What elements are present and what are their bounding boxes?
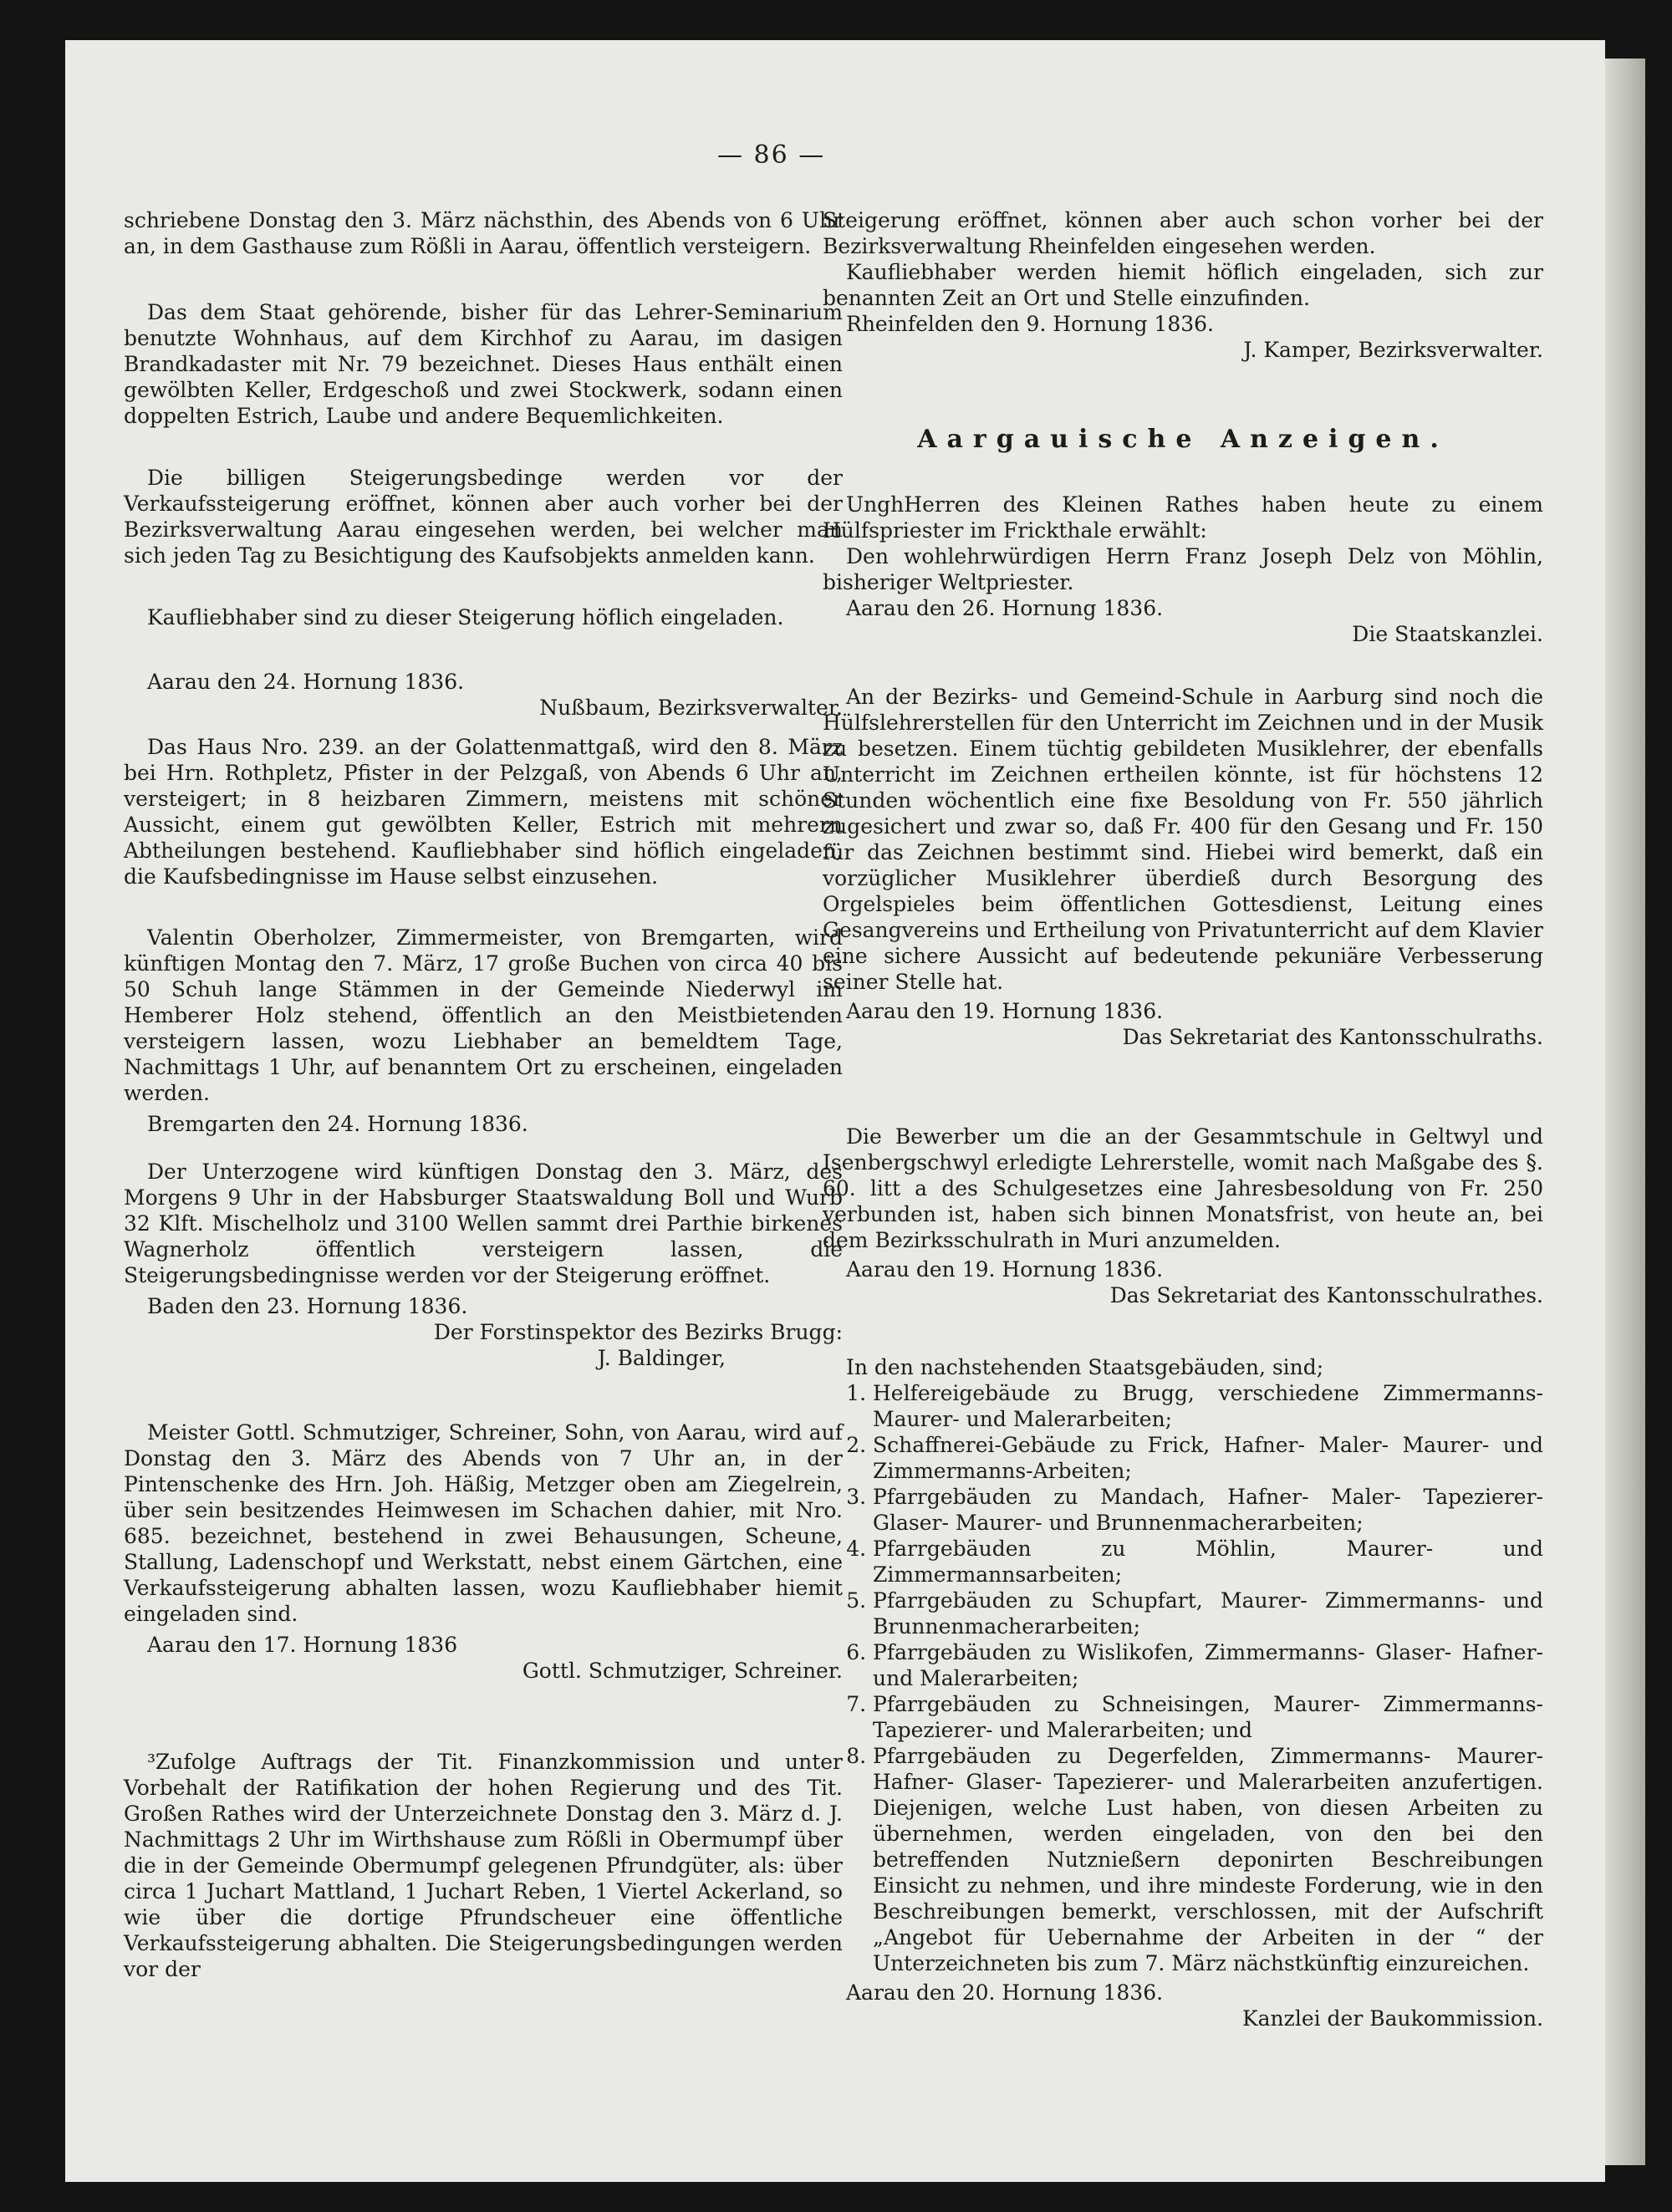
notice-oberholzer (124, 925, 843, 1137)
book-spine (1603, 59, 1645, 2165)
dateline: Aarau den 19. Hornung 1836. (846, 999, 1164, 1023)
notice-text: Den wohlehrwürdigen Herrn Franz Joseph Delz von Möhlin, bisheriger Weltpriester. (823, 544, 1543, 594)
list-item: 3. Pfarrgebäuden zu Mandach, Hafner- Maler- Tapezierer- Glaser- Maurer- und Brunnenmacherarbeiten; (873, 1484, 1543, 1536)
notice-aarburg-school (823, 684, 1543, 1050)
notice-obermumpf (124, 1749, 843, 1982)
notice-geltwyl-teacher (823, 1124, 1543, 1308)
dateline: Aarau den 24. Hornung 1836. (147, 670, 465, 694)
notice-text: Steigerung eröffnet, können aber auch schon vorher bei der Bezirksverwaltung Rheinfelden eingesehen werden. (823, 208, 1543, 258)
dateline: Baden den 23. Hornung 1836. (147, 1294, 468, 1318)
dateline: Bremgarten den 24. Hornung 1836. (147, 1112, 528, 1136)
signature: Nußbaum, Bezirksverwalter. (539, 696, 843, 720)
notice-invitation (124, 604, 843, 630)
buildings-list (823, 1380, 1543, 1976)
list-item: 5. Pfarrgebäuden zu Schupfart, Maurer- Zimmermanns- und Brunnenmacherarbeiten; (873, 1588, 1543, 1639)
notice-text: Kaufliebhaber sind zu dieser Steigerung höflich eingeladen. (147, 605, 784, 629)
notice-rheinfelden (823, 207, 1543, 363)
notice-chaplain (823, 492, 1543, 647)
dateline: Rheinfelden den 9. Hornung 1836. (846, 312, 1214, 336)
signature: Das Sekretariat des Kantonsschulraths. (1122, 1025, 1543, 1049)
list-item: 1. Helfereigebäude zu Brugg, verschiedene Zimmermanns- Maurer- und Malerarbeiten; (873, 1380, 1543, 1432)
notice-text: Valentin Oberholzer, Zimmermeister, von Bremgarten, wird künftigen Montag den 7. März, 17 große Buchen von circa 40 bis 50 Schuh lange Stämmen in der Gemeinde Niederwyl im Hemberer Holz stehend, öffentlich an den Meistbietenden versteigern lassen, wozu Liebhaber an bemeldtem Tage, Nachmittags 1 Uhr, auf benanntem Ort zu erscheinen, eingeladen werden. (124, 925, 843, 1105)
notice-seminar-house (124, 299, 843, 429)
signature: J. Baldinger, (597, 1346, 726, 1370)
notice-text: ³Zufolge Auftrags der Tit. Finanzkommission und unter Vorbehalt der Ratifikation der hohen Regierung und des Tit. Großen Rathes wird der Unterzeichnete Donstag den 3. März d. J. Nachmittags 2 Uhr im Wirthshause zum Rößli in Obermumpf über die in der Gemeinde Obermumpf gelegenen Pfrundgüter, als: über circa 1 Juchart Mattland, 1 Juchart Reben, 1 Viertel Ackerland, so wie über die dortige Pfrundscheuer eine öffentliche Verkaufssteigerung abhalten. Die Steigerungsbedingungen werden vor der (124, 1750, 843, 1981)
notice-state-buildings (823, 1354, 1543, 2031)
notice-text: Das dem Staat gehörende, bisher für das Lehrer-Seminarium benutzte Wohnhaus, auf dem Kirchhof zu Aarau, im dasigen Brandkadaster mit Nr. 79 bezeichnet. Dieses Haus enthält einen gewölbten Keller, Erdgeschoß und zwei Stockwerk, sodann einen doppelten Estrich, Laube und andere Bequemlichkeiten. (124, 300, 843, 428)
notice-text: Das Haus Nro. 239. an der Golattenmattgaß, wird den 8. März bei Hrn. Rothpletz, Pfister in der Pelzgaß, von Abends 6 Uhr an, versteigert; in 8 heizbaren Zimmern, meistens mit schöner Aussicht, einem gut gewölbten Keller, Estrich mit mehrern Abtheilungen bestehend. Kaufliebhaber sind höflich eingeladen, die Kaufsbedingnisse im Hause selbst einzusehen. (124, 735, 843, 889)
notice-text: In den nachstehenden Staatsgebäuden, sind; (846, 1355, 1324, 1379)
notice-forest-sale (124, 1159, 843, 1371)
notice-text: Der Unterzogene wird künftigen Donstag den 3. März, des Morgens 9 Uhr in der Habsburger Staatswaldung Boll und Wurb 32 Klft. Mischelholz und 3100 Wellen sammt drei Parthie birkenes Wagnerholz öffentlich versteigern lassen, die Steigerungsbedingnisse werden vor der Steigerung eröffnet. (124, 1160, 843, 1287)
signature: Die Staatskanzlei. (1352, 622, 1543, 646)
signature: Das Sekretariat des Kantonsschulrathes. (1109, 1283, 1543, 1307)
dateline: Aarau den 20. Hornung 1836. (846, 1980, 1164, 2005)
list-item: 8. Pfarrgebäuden zu Degerfelden, Zimmermanns- Maurer- Hafner- Glaser- Tapezierer- und Malerarbeiten anzufertigen. Diejenigen, welche Lust haben, von diesen Arbeiten zu übernehmen, werden eingeladen, von den bei den betreffenden Nutznießern deponirten Beschreibungen Einsicht zu nehmen, und ihre mindeste Forderung, wie in den Beschreibungen bemerkt, verschlossen, mit der Aufschrift „Angebot für Uebernahme der Arbeiten in der “ der Unterzeichneten bis zum 7. März nächstkünftig einzureichen. (873, 1743, 1543, 1976)
notice-schmutziger (124, 1419, 843, 1684)
notice-conditions (124, 465, 843, 568)
notice-dateline (124, 669, 843, 721)
notice-text: UnghHerren des Kleinen Rathes haben heute zu einem Hülfspriester im Frickthale erwählt: (823, 492, 1543, 543)
notice-text: Die billigen Steigerungsbedinge werden vor der Verkaufssteigerung eröffnet, können aber auch vorher bei der Bezirksverwaltung Aarau eingesehen werden, bei welcher man sich jeden Tag zu Besichtigung des Kaufsobjekts anmelden kann. (124, 466, 843, 568)
signature-title: Der Forstinspektor des Bezirks Brugg: (433, 1320, 843, 1344)
notice-text: An der Bezirks- und Gemeind-Schule in Aarburg sind noch die Hülfslehrerstellen für den Unterricht im Zeichnen und in der Musik zu besetzen. Einem tüchtig gebildeten Musiklehrer, der ebenfalls Unterricht im Zeichnen ertheilen könnte, ist für höchstens 12 Stunden wöchentlich eine fixe Besoldung von Fr. 550 jährlich zugesichert und zwar so, daß Fr. 400 für den Gesang und Fr. 150 für das Zeichnen bestimmt sind. Hiebei wird bemerkt, daß ein vorzüglicher Musiklehrer überdieß durch Besorgung des Orgelspieles beim öffentlichen Gottesdienst, Leitung eines Gesangvereins und Ertheilung von Privatunterricht auf dem Klavier eine sichere Aussicht auf bedeutende pekuniäre Verbesserung seiner Stelle hat. (823, 685, 1543, 994)
dateline: Aarau den 19. Hornung 1836. (846, 1257, 1164, 1282)
dateline: Aarau den 17. Hornung 1836 (147, 1633, 458, 1657)
signature: J. Kamper, Bezirksverwalter. (1243, 338, 1543, 362)
notice-text: schriebene Donstag den 3. März nächsthin, des Abends von 6 Uhr an, in dem Gasthause zum Rößli in Aarau, öffentlich versteigern. (124, 208, 843, 258)
signature: Kanzlei der Baukommission. (1241, 2006, 1543, 2031)
dateline: Aarau den 26. Hornung 1836. (846, 596, 1164, 620)
section-heading (823, 426, 1543, 452)
notice-text: Kaufliebhaber werden hiemit höflich eingeladen, sich zur benannten Zeit an Ort und Stelle einzufinden. (823, 260, 1543, 310)
list-item: 6. Pfarrgebäuden zu Wislikofen, Zimmermanns- Glaser- Hafner- und Malerarbeiten; (873, 1639, 1543, 1691)
notice-text: Die Bewerber um die an der Gesammtschule in Geltwyl und Isenbergschwyl erledigte Lehrerstelle, womit nach Maßgabe des §. 60. litt a des Schulgesetzes eine Jahresbesoldung von Fr. 250 verbunden ist, haben sich binnen Monatsfrist, von heute an, bei dem Bezirksschulrath in Muri anzumelden. (823, 1124, 1543, 1252)
list-item: 4. Pfarrgebäuden zu Möhlin, Maurer- und Zimmermannsarbeiten; (873, 1536, 1543, 1588)
notice-continued (124, 207, 843, 259)
list-item: 7. Pfarrgebäuden zu Schneisingen, Maurer- Zimmermanns- Tapezierer- und Malerarbeiten; und (873, 1691, 1543, 1743)
notice-text: Meister Gottl. Schmutziger, Schreiner, Sohn, von Aarau, wird auf Donstag den 3. März des Abends von 7 Uhr an, in der Pintenschenke des Hrn. Joh. Häßig, Metzger oben am Ziegelrein, über sein besitzendes Heimwesen im Schachen dahier, mit Nro. 685. bezeichnet, bestehend in zwei Behausungen, Scheune, Stallung, Ladenschopf und Werkstatt, nebst einem Gärtchen, eine Verkaufssteigerung abhalten lassen, wozu Kaufliebhaber hiemit eingeladen sind. (124, 1420, 843, 1626)
list-item: 2. Schaffnerei-Gebäude zu Frick, Hafner- Maler- Maurer- und Zimmermanns-Arbeiten; (873, 1432, 1543, 1484)
page-number: — 86 — (717, 140, 826, 170)
signature: Gottl. Schmutziger, Schreiner. (522, 1659, 843, 1683)
notice-house-239 (124, 734, 843, 889)
newspaper-page (65, 40, 1605, 2182)
section-title: Aargauische Anzeigen. (917, 425, 1449, 454)
